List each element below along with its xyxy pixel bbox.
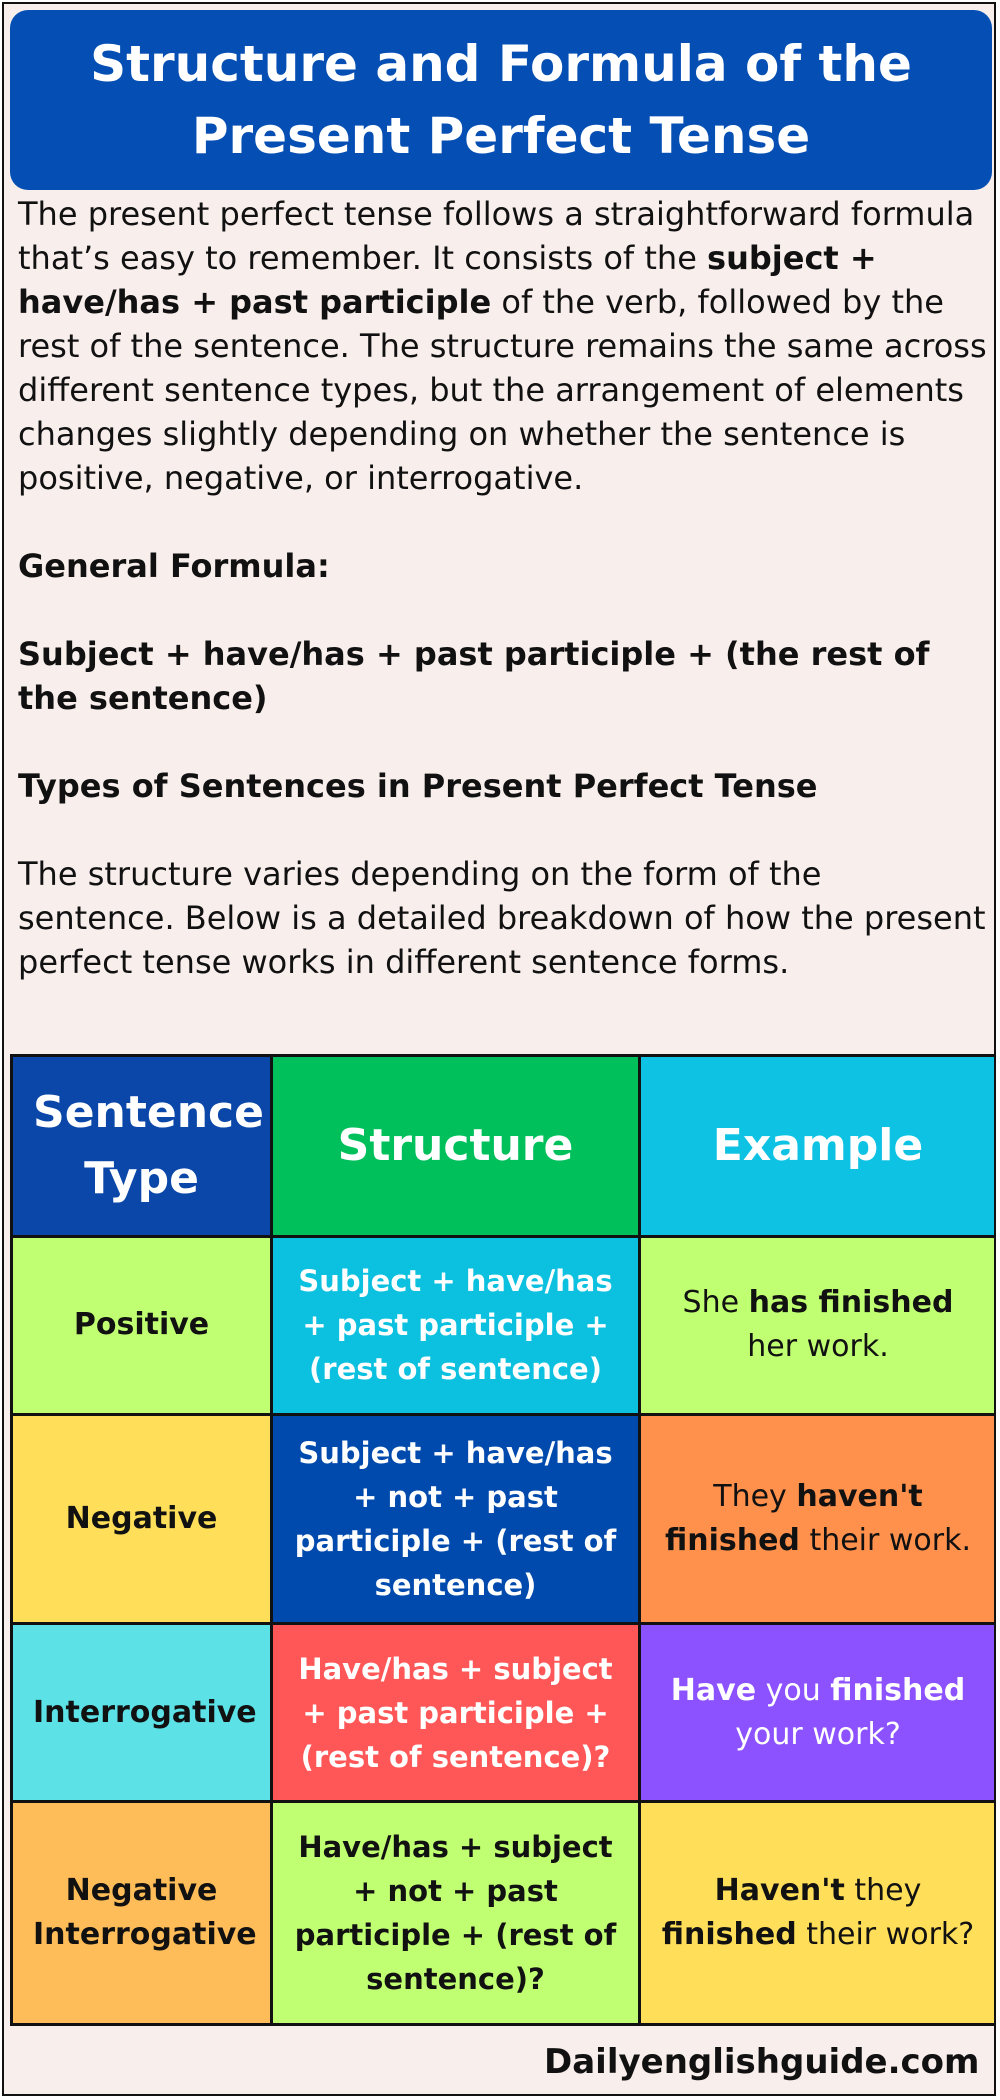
structure-cell: Subject + have/has + past participle + (rest of sentence) [272, 1236, 640, 1415]
infographic-frame [2, 2, 996, 2096]
types-paragraph: The structure varies depending on the form of the sentence. Below is a detailed breakdown of how the present perfect tense works in different sentence forms. [18, 855, 986, 981]
header-sentence-type: Sentence Type [12, 1056, 272, 1237]
example-segment: She [682, 1285, 749, 1321]
example-cell [640, 1623, 997, 1802]
table-row [12, 1802, 997, 2025]
types-heading: Types of Sentences in Present Perfect Tense [18, 767, 818, 805]
header-example: Example [640, 1056, 997, 1237]
general-formula: Subject + have/has + past participle + (the rest of the sentence) [18, 635, 930, 717]
sentence-type-cell: Negative Interrogative [12, 1802, 272, 2025]
example-segment: they [844, 1873, 922, 1909]
header-structure: Structure [272, 1056, 640, 1237]
example-segment: their work? [796, 1917, 975, 1953]
intro-paragraph [18, 192, 988, 500]
sentence-type-cell: Positive [12, 1236, 272, 1415]
site-credit: Dailyenglishguide.com [544, 2042, 980, 2082]
example-segment: their work. [799, 1522, 972, 1558]
example-bold-segment: Have [670, 1672, 757, 1708]
example-segment: her work. [747, 1329, 889, 1365]
example-cell [640, 1236, 997, 1415]
intro-formula-bold: subject + have/has + past participle [18, 239, 877, 321]
title-banner [10, 10, 992, 190]
intro-text-start: The present perfect tense follows a straightforward formula that’s easy to remember. It consists of the [18, 195, 975, 277]
table-row [12, 1623, 997, 1802]
table-header-row [12, 1056, 997, 1237]
example-segment: They [713, 1478, 797, 1514]
sentence-type-cell: Interrogative [12, 1623, 272, 1802]
example-cell [640, 1415, 997, 1624]
example-bold-segment: haven't finished [664, 1478, 923, 1558]
content-text [18, 192, 988, 984]
example-bold-segment: finished [661, 1917, 797, 1953]
example-bold-segment: Haven't [714, 1873, 845, 1909]
page-title: Structure and Formula of the Present Perfect Tense [90, 35, 912, 165]
sentence-type-cell: Negative [12, 1415, 272, 1624]
example-segment: your work? [735, 1716, 901, 1752]
example-bold-segment: finished [830, 1672, 966, 1708]
structure-cell: Have/has + subject + past participle + (rest of sentence)? [272, 1623, 640, 1802]
general-formula-heading: General Formula: [18, 547, 330, 585]
table-row [12, 1236, 997, 1415]
sentence-types-table [10, 1054, 996, 2026]
example-cell [640, 1802, 997, 2025]
intro-text-end: of the verb, followed by the rest of the sentence. The structure remains the same across different sentence types, but the arrangement of elements changes slightly depending on whether the sentence is positive, negative, or interrogative. [18, 283, 987, 497]
example-bold-segment: has finished [748, 1285, 954, 1321]
table-row [12, 1415, 997, 1624]
structure-cell: Subject + have/has + not + past participle + (rest of sentence) [272, 1415, 640, 1624]
example-segment: you [756, 1672, 831, 1708]
structure-cell: Have/has + subject + not + past participle + (rest of sentence)? [272, 1802, 640, 2025]
